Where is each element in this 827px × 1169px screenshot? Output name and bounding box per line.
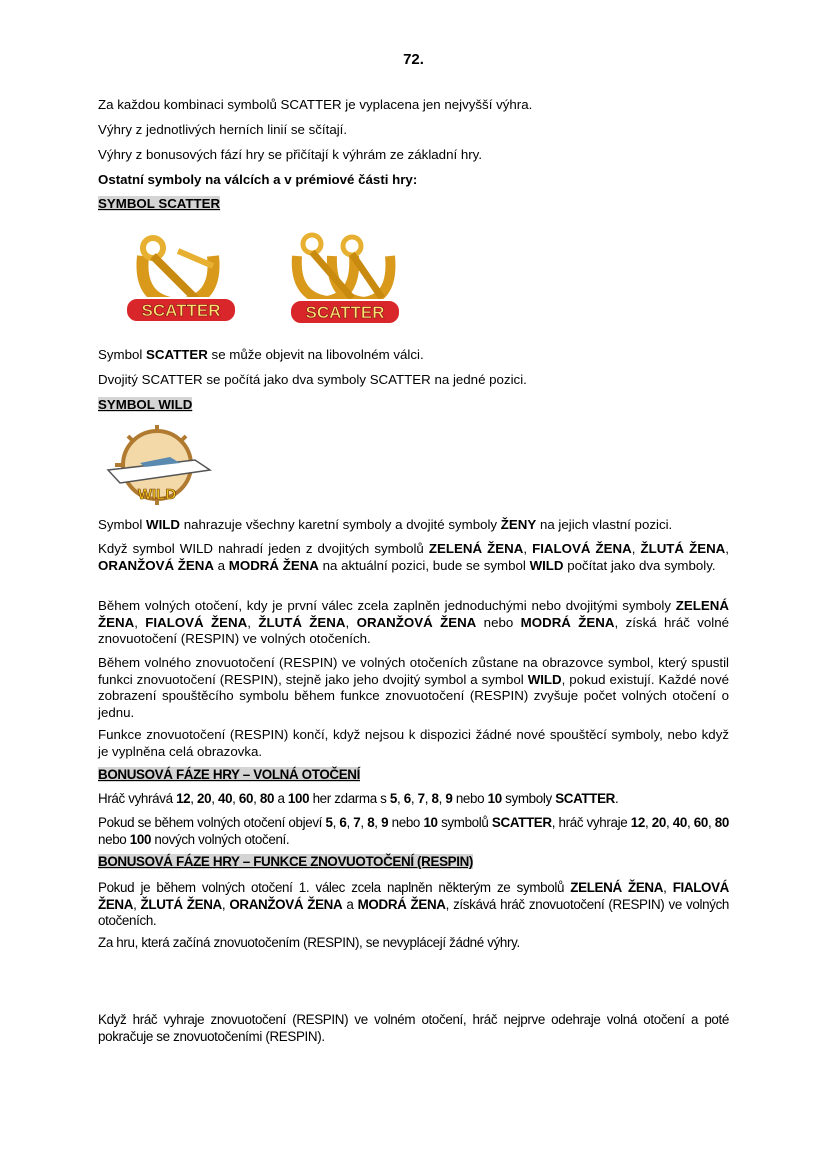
heading-text: SYMBOL WILD	[98, 397, 193, 412]
text-run: Symbol	[98, 347, 147, 362]
subheading	[98, 172, 729, 189]
bold-text: 20	[651, 815, 666, 830]
text-run: ,	[631, 541, 641, 556]
bold-text: FIALOVÁ ŽENA	[532, 541, 632, 556]
text-run: ,	[410, 791, 418, 806]
bold-text: SCATTER	[555, 791, 615, 806]
text-run: symboly	[501, 791, 556, 806]
text-run: ,	[332, 815, 340, 830]
text-run: ,	[397, 791, 404, 806]
bold-text: 100	[129, 831, 152, 847]
text-run: ,	[663, 880, 673, 895]
heading-text: SYMBOL SCATTER	[98, 196, 221, 211]
text-run: nebo	[98, 831, 130, 847]
paragraph	[98, 122, 729, 139]
bold-text: 9	[445, 791, 453, 806]
paragraph	[98, 97, 729, 114]
text-run: Výhry z jednotlivých herních linií se sčítají.	[98, 122, 348, 137]
bold-text: 12	[176, 791, 191, 806]
text-run: ,	[360, 815, 368, 830]
text-run: se může objevit na libovolném válci.	[207, 347, 424, 362]
bold-text: ŽENY	[500, 517, 537, 532]
text-run: ,	[438, 791, 446, 806]
bold-text: WILD	[529, 557, 564, 573]
bold-text: ZELENÁ ŽENA	[98, 598, 729, 630]
text-run: na jejich vlastní pozici.	[536, 517, 673, 532]
bold-text: 40	[217, 791, 233, 806]
bold-text: ORANŽOVÁ ŽENA	[98, 557, 214, 573]
bold-text: MODRÁ ŽENA	[520, 614, 615, 630]
bold-text: 5	[389, 791, 398, 806]
bold-text: SCATTER	[491, 815, 552, 830]
bold-text: ŽLUTÁ ŽENA	[140, 896, 222, 912]
text-run: Dvojitý SCATTER se počítá jako dva symboly SCATTER na jedné pozici.	[98, 372, 527, 387]
text-run: a	[274, 791, 288, 806]
double-scatter-symbol-image	[282, 226, 407, 331]
text-run: ,	[345, 614, 357, 630]
text-run: ,	[253, 791, 260, 806]
text-run: ,	[374, 815, 382, 830]
text-run: Funkce znovuotočení (RESPIN) končí, když nejsou k dispozici žádné nové spouštěcí symboly, nebo když je vyplněna celá obrazovka.	[98, 727, 729, 759]
paragraph	[98, 347, 729, 364]
scatter-logo-text: SCATTER	[141, 301, 221, 320]
bold-text: 60	[693, 815, 708, 830]
text-run: Hráč vyhrává	[98, 791, 177, 806]
text-run: ,	[686, 815, 694, 830]
text-run: ,	[346, 815, 354, 830]
paragraph	[98, 727, 729, 760]
text-run: , hráč vyhraje	[551, 815, 631, 830]
text-run: Během volných otočení, kdy je první válec zcela zaplněn jednoduchými nebo dvojitými symboly	[98, 598, 676, 613]
text-run: nebo	[388, 815, 424, 830]
bold-text: 40	[672, 815, 687, 830]
bold-text: 5	[325, 815, 333, 830]
text-run: Za hru, která začíná znovuotočením (RESPIN), se nevyplácejí žádné výhry.	[98, 935, 520, 950]
text-run: ,	[725, 541, 729, 556]
text-run: a	[342, 896, 358, 912]
bold-text: 12	[630, 815, 645, 830]
text-run: Symbol	[98, 517, 147, 532]
bold-text: ŽLUTÁ ŽENA	[258, 614, 346, 630]
bold-text: 8	[431, 791, 439, 806]
paragraph	[98, 598, 729, 648]
bold-text: ORANŽOVÁ ŽENA	[356, 614, 477, 630]
text-run: Výhry z bonusových fází hry se přičítají k výhrám ze základní hry.	[98, 147, 483, 162]
paragraph	[98, 935, 729, 952]
bold-text: Ostatní symboly na válcích a v prémiové části hry:	[98, 172, 418, 187]
text-run: ,	[523, 541, 533, 556]
text-run: Během volného znovuotočení (RESPIN) ve volných otočeních zůstane na obrazovce symbol, který spustil funkci znovuotočení (RESPIN), stejně jako jeho dvojitý symbol a symbol	[98, 655, 729, 687]
text-run: ,	[232, 791, 239, 806]
double-scatter-logo-text: SCATTER	[305, 303, 385, 322]
section-heading	[98, 854, 729, 871]
bold-text: MODRÁ ŽENA	[228, 557, 319, 573]
paragraph	[98, 880, 729, 930]
text-run: nebo	[476, 614, 521, 630]
section-heading	[98, 767, 729, 784]
wild-symbol-image	[100, 425, 215, 507]
bold-text: ORANŽOVÁ ŽENA	[229, 896, 343, 912]
wild-logo-text: WILD	[137, 486, 177, 503]
text-run: symbolů	[437, 815, 492, 830]
bold-text: FIALOVÁ ŽENA	[145, 614, 248, 630]
paragraph	[98, 791, 729, 808]
paragraph	[98, 372, 729, 389]
bold-text: 8	[367, 815, 375, 830]
bold-text: 9	[381, 815, 389, 830]
bold-text: FIALOVÁ ŽENA	[98, 880, 730, 912]
text-run: , pokud existují. Každé nové zobrazení spouštěcího symbolu během funkce znovuotočení (RESPIN) zvyšuje počet volných otočení o jednu.	[98, 671, 729, 720]
text-run: Když hráč vyhraje znovuotočení (RESPIN) ve volném otočení, hráč nejprve odehraje volná otočení a poté pokračuje se znovuotočeními (RESPIN).	[98, 1012, 729, 1044]
text-run: , získá hráč volné znovuotočení (RESPIN) ve volných otočeních.	[98, 614, 730, 646]
bold-text: ŽLUTÁ ŽENA	[640, 541, 726, 556]
bold-text: 20	[197, 791, 212, 806]
text-run: Pokud se během volných otočení objeví	[98, 815, 326, 830]
bold-text: 6	[403, 791, 411, 806]
heading-text: BONUSOVÁ FÁZE HRY – FUNKCE ZNOVUOTOČENÍ (RESPIN)	[98, 854, 474, 869]
text-run: ,	[190, 791, 198, 806]
bold-text: 7	[417, 791, 425, 806]
text-run: a	[213, 557, 229, 573]
heading-text: BONUSOVÁ FÁZE HRY – VOLNÁ OTOČENÍ	[98, 767, 360, 782]
text-run: ,	[211, 791, 218, 806]
text-run: nahrazuje všechny karetní symboly a dvojité symboly	[180, 517, 501, 532]
bold-text: 80	[259, 791, 275, 806]
text-run: nových volných otočení.	[151, 831, 290, 847]
section-heading	[98, 196, 729, 213]
text-run: Když symbol WILD nahradí jeden z dvojitých symbolů	[98, 541, 429, 556]
paragraph	[98, 541, 729, 574]
bold-text: ZELENÁ ŽENA	[570, 880, 664, 895]
text-run: , získává hráč znovuotočení (RESPIN) ve volných otočeních.	[98, 896, 730, 928]
text-run: nebo	[452, 791, 488, 806]
scatter-symbol-image	[118, 226, 243, 331]
paragraph	[98, 517, 729, 534]
text-run: ,	[247, 614, 259, 630]
bold-text: 80	[714, 815, 729, 830]
text-run: ,	[644, 815, 652, 830]
text-run: her zdarma s	[309, 791, 390, 806]
text-run: počítat jako dva symboly.	[563, 557, 716, 573]
bold-text: 6	[339, 815, 347, 830]
text-run: na aktuální pozici, bude se symbol	[318, 557, 530, 573]
bold-text: MODRÁ ŽENA	[357, 896, 446, 912]
section-heading	[98, 397, 729, 414]
bold-text: 60	[238, 791, 254, 806]
text-run: Za každou kombinaci symbolů SCATTER je vyplacena jen nejvyšší výhra.	[98, 97, 533, 112]
paragraph	[98, 815, 729, 848]
page-number: 72.	[403, 51, 424, 68]
text-run: ,	[707, 815, 715, 830]
text-run: ,	[133, 896, 141, 912]
paragraph	[98, 1012, 729, 1045]
bold-text: 100	[287, 791, 310, 806]
paragraph	[98, 147, 729, 164]
paragraph	[98, 655, 729, 721]
text-run: ,	[134, 614, 146, 630]
text-run: Pokud je během volných otočení 1. válec zcela naplněn některým ze symbolů	[98, 880, 571, 895]
bold-text: WILD	[527, 671, 562, 687]
bold-text: ZELENÁ ŽENA	[428, 541, 524, 556]
text-run: ,	[424, 791, 432, 806]
bold-text: 7	[353, 815, 361, 830]
bold-text: WILD	[146, 517, 181, 532]
bold-text: SCATTER	[146, 347, 208, 362]
bold-text: 10	[487, 791, 502, 806]
text-run: .	[615, 791, 619, 806]
text-run: ,	[665, 815, 673, 830]
text-run: ,	[221, 896, 230, 912]
bold-text: 10	[423, 815, 438, 830]
